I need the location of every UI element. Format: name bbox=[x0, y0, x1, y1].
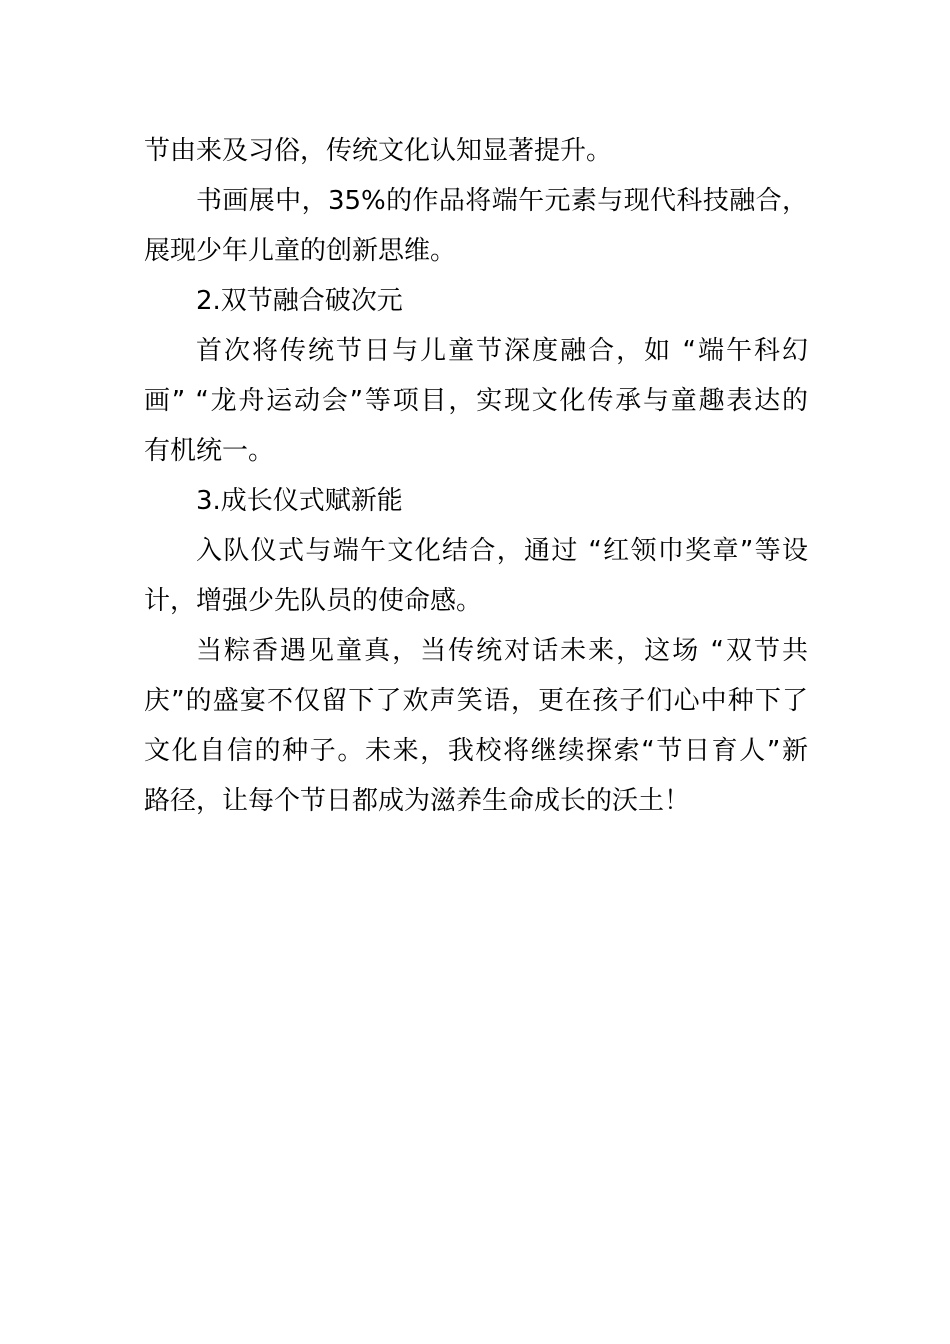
text-line: 计，增强少先队员的使命感。 bbox=[144, 586, 483, 616]
text-line: 庆”的盛宴不仅留下了欢声笑语，更在孩子们心中种下了 bbox=[144, 686, 808, 716]
text-line: 展现少年儿童的创新思维。 bbox=[144, 236, 457, 266]
text-line: 节由来及习俗，传统文化认知显著提升。 bbox=[144, 136, 613, 166]
document-body bbox=[144, 126, 808, 826]
section-heading: 2.双节融合破次元 bbox=[196, 286, 403, 316]
section-heading: 3.成长仪式赋新能 bbox=[196, 486, 403, 516]
text-line: 入队仪式与端午文化结合，通过 “红领巾奖章”等设 bbox=[196, 536, 808, 566]
text-line: 书画展中，35%的作品将端午元素与现代科技融合， bbox=[196, 186, 808, 216]
text-line: 文化自信的种子。未来，我校将继续探索“节日育人”新 bbox=[144, 736, 808, 766]
text-line: 当粽香遇见童真，当传统对话未来，这场 “双节共 bbox=[196, 636, 808, 666]
text-line: 路径，让每个节日都成为滋养生命成长的沃土！ bbox=[144, 786, 691, 816]
text-line: 首次将传统节日与儿童节深度融合，如 “端午科幻 bbox=[196, 336, 808, 366]
text-line: 有机统一。 bbox=[144, 436, 275, 466]
text-line: 画” “龙舟运动会”等项目，实现文化传承与童趣表达的 bbox=[144, 386, 808, 416]
